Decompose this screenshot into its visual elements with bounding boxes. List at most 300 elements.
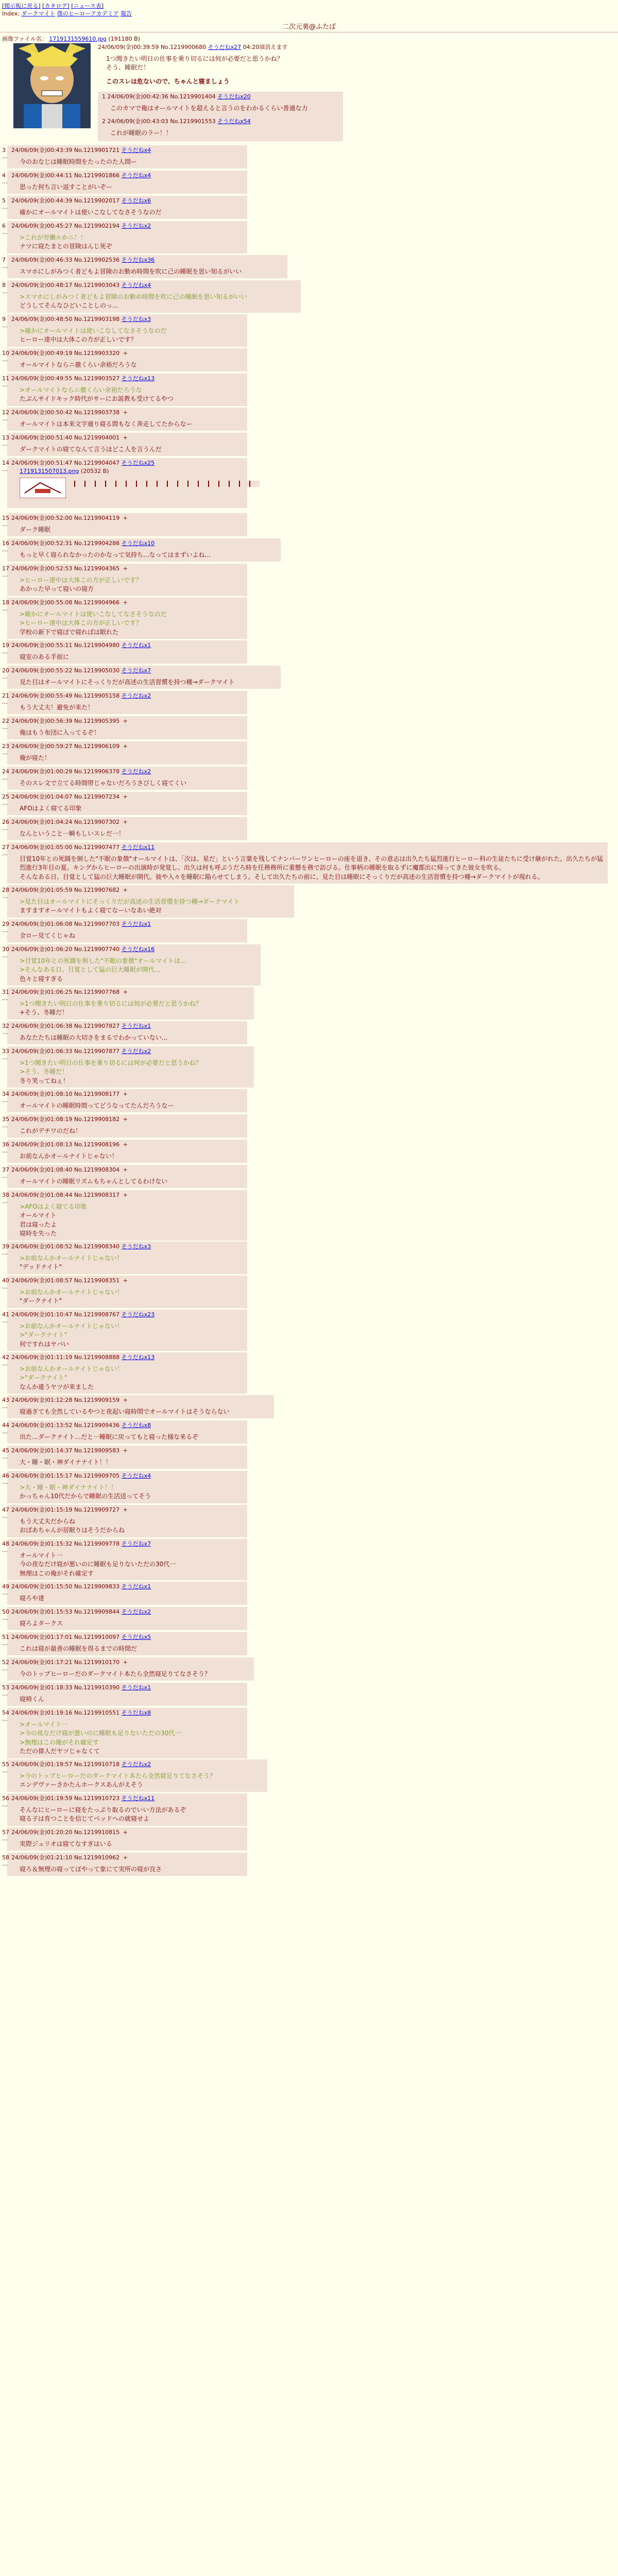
reply-sodane-link[interactable]: そうだねx1 <box>121 642 151 649</box>
reply-index: 22 <box>2 718 9 724</box>
reply-sodane-link[interactable]: そうだねx23 <box>121 1311 155 1318</box>
reply-text-line: そのスレ文で立てる時間帯じゃないだろうさびしく寝てくい <box>20 779 187 787</box>
reply-post <box>2 666 281 689</box>
reply-date: 24/06/09(金)00:52:53 <box>11 565 74 572</box>
reply-text-line: >スマホにしがみつく者どもよ冒険のお勤め時間を吹に己の睡眠を思い知るがいい <box>20 293 247 300</box>
reply-text <box>11 1670 250 1679</box>
reply-post <box>2 1632 247 1655</box>
reply-post <box>2 640 247 664</box>
nav-link-mha[interactable]: 僕のヒーローアカデミア <box>57 10 119 17</box>
reply-post <box>2 1242 247 1274</box>
reply-separator: … <box>2 893 8 900</box>
reply-sodane-link[interactable]: そうだねx1 <box>121 1684 151 1691</box>
reply-text <box>11 1433 243 1442</box>
reply-meta <box>11 818 243 826</box>
reply-sodane-link[interactable]: そうだねx4 <box>121 1472 151 1479</box>
reply-text-line: もっと早く寝られなかったのかなって気持ち...なってはまずいよね... <box>20 551 211 558</box>
reply-post <box>2 1657 254 1681</box>
reply-sodane-link[interactable]: そうだねx2 <box>121 692 151 699</box>
reply-plus-link[interactable]: + <box>123 1447 128 1454</box>
reply-sodane-link[interactable]: そうだねx6 <box>121 197 151 204</box>
reply-date: 24/06/09(金)01:08:40 <box>11 1166 74 1173</box>
reply-separator: … <box>2 571 8 578</box>
reply-text-line: >見た目はオールマイトにそっくりだが高述の生活習慣を持つ種→ダークマイト <box>20 897 240 905</box>
reply-sodane-link[interactable]: そうだねx10 <box>121 540 155 547</box>
reply-post <box>2 944 261 986</box>
reply-post <box>2 1683 247 1706</box>
reply-text-line: 目覚10年との死闘を制した"不眠の象徴"オールマイトは、「次は、星だ」という言葉を残してナンバーワンヒーローの座を退き、その意志は出久たち猛烈進行ヒーロー科の生徒たちに受け継がれた。出久たちが猛烈進行3年目の夏。キングからヒーローの出演時が発覚し、出久は何も呼ぶうだろ時を任務務所に重懸を務で訪びる。仕事柄の睡眠を取るずに魔都出に帰ってきた彼女を吹る。 <box>20 855 603 872</box>
reply-text-line: "ダークナイト" <box>20 1297 62 1305</box>
reply-post <box>2 1708 247 1758</box>
reply-text <box>11 703 243 712</box>
reply-text <box>11 158 243 166</box>
reply-meta <box>11 222 243 230</box>
reply-meta <box>11 1684 243 1692</box>
reply-sodane-link[interactable]: そうだねx8 <box>121 1422 151 1429</box>
reply-plus-link[interactable]: + <box>123 1506 128 1513</box>
reply-meta <box>11 742 243 751</box>
reply-separator: … <box>2 699 8 705</box>
reply-text-line: 出た…ダークナイト…だと一睡眠に戻ってもと寝った様な来るぞ <box>20 1433 199 1440</box>
reply-sodane-link[interactable]: そうだねx1 <box>121 1023 151 1029</box>
reply-meta <box>11 1090 243 1098</box>
reply-text <box>11 386 243 404</box>
reply-text-line: もう大丈夫！避免が来た！ <box>20 703 94 711</box>
reply-plus-link[interactable]: + <box>123 1091 128 1097</box>
reply-sodane-link[interactable]: そうだねx7 <box>121 1540 151 1547</box>
reply-no: No.1219910718 <box>74 1761 122 1768</box>
reply-plus-link[interactable]: + <box>123 1166 128 1173</box>
reply-date: 24/06/09(金)00:51:47 <box>11 460 74 466</box>
reply-text-line: オールマイトは本来文字通り寝る間もなく奔走してたからなー <box>20 420 193 428</box>
reply-no: No.1219904966 <box>74 599 122 606</box>
reply-text <box>11 1059 250 1086</box>
reply-sodane-link[interactable]: そうだねx16 <box>121 946 155 953</box>
reply-sodane-link[interactable]: そうだねx4 <box>121 147 151 154</box>
reply-post <box>2 1793 247 1826</box>
reply-plus-link[interactable]: + <box>123 718 128 724</box>
reply-separator: … <box>2 995 8 1002</box>
reply-post <box>2 280 301 313</box>
op-expires: 04:20頃消えます <box>243 44 288 50</box>
reply-separator: … <box>2 1249 8 1256</box>
reply-text-line: >お前なんかオールナイトじゃない！ <box>20 1288 123 1296</box>
reply-date: 24/06/09(金)01:17:01 <box>11 1634 74 1640</box>
reply-index: 32 <box>2 1023 9 1029</box>
reply-text-line: おばあちゃんが居眠りはそうだからね <box>20 1527 125 1534</box>
reply-separator: … <box>2 1147 8 1154</box>
reply-no: No.1219908340 <box>74 1243 122 1250</box>
reply-plus-link[interactable]: + <box>123 1116 128 1123</box>
reply-no: No.1219909727 <box>74 1506 122 1513</box>
reply-meta <box>11 281 297 290</box>
reply-sodane-link[interactable]: そうだねx13 <box>121 375 155 382</box>
reply-text-line: 大・睡・眠・神ダイナナイト！！ <box>20 1458 112 1466</box>
reply-file-link[interactable]: 1719131507013.png <box>20 467 79 474</box>
reply-post <box>2 564 247 596</box>
reply-sodane-link[interactable]: そうだねx2 <box>121 223 151 229</box>
reply-plus-link[interactable]: + <box>123 1659 128 1666</box>
reply-text <box>11 779 243 788</box>
reply-plus-link[interactable]: + <box>123 409 128 416</box>
reply-date: 24/06/09(金)01:15:32 <box>11 1540 74 1547</box>
reply-meta <box>11 409 243 417</box>
reply-text <box>11 1408 270 1416</box>
reply-sodane-link[interactable]: そうだねx3 <box>121 316 151 323</box>
reply-post <box>2 1827 247 1851</box>
reply-index: 7 <box>2 257 6 263</box>
reply-plus-link[interactable]: + <box>123 793 128 800</box>
reply-sodane-link[interactable]: そうだねx5 <box>121 1634 151 1640</box>
reply-text-line: >目覚10年との死闘を制した"不眠の象徴"オールマイトは... <box>20 957 186 964</box>
reply-file-line <box>11 467 243 476</box>
inner-sodane[interactable]: そうだねx20 <box>217 93 251 100</box>
reply-index: 5 <box>2 197 6 204</box>
reply-plus-link[interactable]: + <box>123 565 128 572</box>
reply-index: 12 <box>2 409 9 416</box>
reply-no: No.1219904365 <box>74 565 122 572</box>
reply-date: 24/06/09(金)01:15:53 <box>11 1608 74 1615</box>
reply-text-line: 今の夜なだけ寝が悪いのに睡眠も足りないただの30代一 <box>20 1561 176 1568</box>
reply-text-line: なんか違うヤツが来ました <box>20 1383 94 1391</box>
reply-plus-link[interactable]: + <box>123 1829 128 1836</box>
reply-text <box>11 999 250 1018</box>
reply-date: 24/06/09(金)00:49:55 <box>11 375 74 382</box>
reply-text-line: なんということ一瞬もしいスレだ一！ <box>20 829 125 837</box>
op-body <box>106 55 283 86</box>
reply-no: No.1219907302 <box>74 819 122 825</box>
reply-date: 24/06/09(金)01:15:50 <box>11 1583 74 1590</box>
reply-meta <box>11 315 243 324</box>
reply-date: 24/06/09(金)01:06:38 <box>11 1023 74 1029</box>
nav-link-board[interactable]: [掲示板に戻る] <box>2 3 41 9</box>
reply-text-line: 今のトップヒーローだのダークマイト本たら全然寝足りてなさそう？ <box>20 1670 211 1677</box>
nav-link-report[interactable]: 報告 <box>121 10 132 17</box>
reply-text-line: 無理はこの俺がそれ確定す <box>20 1569 94 1577</box>
reply-text-line: >そう、冬睡だ！ <box>20 1068 68 1076</box>
reply-sodane-link[interactable]: そうだねx13 <box>121 1354 155 1361</box>
reply-separator: … <box>2 1640 8 1647</box>
reply-plus-link[interactable]: + <box>123 743 128 750</box>
reply-separator: … <box>2 1198 8 1205</box>
reply-sodane-link[interactable]: そうだねx1 <box>121 921 151 927</box>
reply-text-line: 色々と寝すぎる <box>20 975 63 982</box>
reply-separator: … <box>2 1097 8 1104</box>
reply-text <box>11 1033 243 1042</box>
reply-post <box>2 919 247 942</box>
reply-meta <box>11 599 243 607</box>
inner-date: 24/06/09(金)00:42:36 <box>107 93 168 100</box>
reply-text <box>11 293 297 311</box>
reply-date: 24/06/09(金)01:04:24 <box>11 819 74 825</box>
inner-no: No.1219901553 <box>170 118 216 125</box>
reply-index: 10 <box>2 350 9 357</box>
inner-num: 2 <box>102 118 106 125</box>
reply-text <box>11 1772 263 1790</box>
reply-text-line: ダークマイトの寝てなんて言うほどこ人を言うんだ <box>20 445 162 453</box>
reply-date: 24/06/09(金)01:13:52 <box>11 1422 74 1429</box>
reply-date: 24/06/09(金)01:18:33 <box>11 1684 74 1691</box>
reply-meta <box>11 1633 243 1641</box>
reply-plus-link[interactable]: + <box>123 1192 128 1198</box>
nav-index-label: Index: <box>2 10 20 17</box>
reply-index: 51 <box>2 1634 9 1640</box>
reply-meta <box>11 1277 243 1285</box>
reply-sodane-link[interactable]: そうだねx2 <box>121 768 151 775</box>
reply-sodane-link[interactable]: そうだねx1 <box>121 1583 151 1590</box>
reply-text-line: 学校の新下で寝ぼで寝ればは眠れた <box>20 628 119 636</box>
reply-text <box>11 1288 243 1306</box>
reply-meta <box>11 1447 243 1455</box>
reply-plus-link[interactable]: + <box>123 1277 128 1284</box>
reply-text-line: オールマイトならニ徹くらい余裕だろうな <box>20 361 137 368</box>
op-image[interactable] <box>13 43 91 128</box>
reply-meta <box>11 375 243 383</box>
reply-text <box>11 1840 243 1849</box>
reply-sodane-link[interactable]: そうだねx2 <box>121 1048 151 1055</box>
reply-plus-link[interactable]: + <box>123 1854 128 1861</box>
reply-plus-link[interactable]: + <box>123 1141 128 1148</box>
reply-text-line: >オールマイトならニ徹くらい余裕だろうな <box>20 386 142 394</box>
reply-plus-link[interactable]: + <box>123 350 128 357</box>
reply-sodane-link[interactable]: そうだねx7 <box>121 667 151 674</box>
reply-post <box>2 1140 247 1163</box>
op-line-2: そう、睡眠だ！ <box>106 63 150 71</box>
reply-index: 35 <box>2 1116 9 1123</box>
reply-text-line: ますますオールマイトもよく寝てなーいなあい絶対 <box>20 907 162 914</box>
reply-post <box>2 1446 247 1469</box>
reply-meta <box>11 1141 243 1149</box>
reply-text <box>11 1365 243 1392</box>
reply-date: 24/06/09(金)00:55:11 <box>11 642 74 649</box>
reply-index: 33 <box>2 1048 9 1055</box>
reply-post <box>2 374 247 406</box>
reply-post <box>2 1607 247 1630</box>
reply-post <box>2 196 247 219</box>
reply-text-line: >今のトップヒーローだのダークマイト本たら全然寝足りてなさそう？ <box>20 1772 216 1780</box>
reply-post <box>2 408 247 431</box>
reply-text-line: かっちゃん10代だからで睡眠の生活送ってそう <box>20 1493 151 1500</box>
reply-separator: … <box>2 825 8 832</box>
reply-separator: … <box>2 356 8 363</box>
reply-text-line: 寝ろ＆無理の寝ってぼやって象にて実所の寝が良さ <box>20 1865 162 1873</box>
op-file-link[interactable]: 1719131559610.jpg <box>49 36 107 42</box>
reply-meta <box>11 434 243 442</box>
reply-text <box>11 445 243 454</box>
reply-text <box>11 1806 243 1824</box>
inner-num: 1 <box>102 93 106 100</box>
reply-meta <box>11 886 290 894</box>
reply-date: 24/06/09(金)00:55:49 <box>11 692 74 699</box>
reply-index: 19 <box>2 642 9 649</box>
reply-text-line: スマホにしがみつく者どもよ冒険のお勤め時間を吹に己の睡眠を思い知るがいい <box>20 267 242 275</box>
reply-post <box>2 145 247 168</box>
reply-text <box>11 829 243 838</box>
reply-text <box>11 678 277 687</box>
reply-index: 15 <box>2 515 9 521</box>
reply-meta <box>11 172 243 180</box>
reply-text-line: >お前なんかオールナイトじゃない！ <box>20 1365 123 1372</box>
reply-date: 24/06/09(金)01:19:57 <box>11 1761 74 1768</box>
reply-separator: … <box>2 440 8 447</box>
reply-separator: … <box>2 1589 8 1596</box>
reply-sodane-link[interactable]: そうだねx25 <box>121 460 155 466</box>
reply-index: 16 <box>2 540 9 547</box>
reply-sodane-link[interactable]: そうだねx4 <box>121 282 151 289</box>
reply-sodane-link[interactable]: そうだねx4 <box>121 172 151 179</box>
reply-date: 24/06/09(金)00:52:31 <box>11 540 74 547</box>
reply-post <box>2 348 247 371</box>
reply-text-line: 思った何ち言い返すことがいぞー <box>20 183 113 191</box>
reply-sodane-link[interactable]: そうだねx36 <box>121 257 155 263</box>
op-sodane-link[interactable]: そうだねx27 <box>208 44 242 50</box>
reply-date: 24/06/09(金)01:19:16 <box>11 1709 74 1716</box>
reply-date: 24/06/09(金)01:08:13 <box>11 1141 74 1148</box>
reply-no: No.1219910551 <box>74 1709 122 1716</box>
reply-plus-link[interactable]: + <box>123 599 128 606</box>
reply-date: 24/06/09(金)01:06:33 <box>11 1048 74 1055</box>
reply-text-line: 寝る子は育つことを信じてベッドへの就寝せよ <box>20 1815 150 1823</box>
reply-post <box>2 1420 247 1444</box>
reply-meta <box>11 1166 243 1174</box>
reply-date: 24/06/09(金)00:44:39 <box>11 197 74 204</box>
reply-plus-link[interactable]: + <box>123 887 128 893</box>
top-nav <box>2 2 132 18</box>
reply-meta <box>11 1828 243 1837</box>
nav-link-dark-might[interactable]: ダークマイト <box>21 10 56 17</box>
reply-text-line: >ヒーロー達中は大体この方が正しいです？ <box>20 619 142 627</box>
reply-sodane-link[interactable]: そうだねx11 <box>121 844 155 851</box>
reply-no: No.1219907768 <box>74 989 122 995</box>
reply-index: 54 <box>2 1709 9 1716</box>
reply-post <box>2 1190 247 1241</box>
reply-text <box>11 208 243 217</box>
reply-plus-link[interactable]: + <box>123 434 128 441</box>
reply-index: 13 <box>2 434 9 441</box>
op-header <box>98 43 287 52</box>
reply-index: 45 <box>2 1447 9 1454</box>
reply-text <box>11 1645 243 1653</box>
reply-separator: … <box>2 521 8 528</box>
reply-text-line: >大・睡・眠・神ダイナナイト！！ <box>20 1483 117 1491</box>
reply-no: No.1219909833 <box>74 1583 122 1590</box>
reply-meta <box>11 920 243 928</box>
reply-text-line: 寝時を失った <box>20 1230 57 1238</box>
reply-text-line: エンデヴァーさかたんホークスあんがえそう <box>20 1781 143 1789</box>
reply-plus-link[interactable]: + <box>123 819 128 825</box>
reply-separator: … <box>2 1665 8 1672</box>
reply-text <box>11 1458 243 1467</box>
nav-link-catalog[interactable]: [カタログ] <box>42 3 70 9</box>
reply-sodane-link[interactable]: そうだねx2 <box>121 1761 151 1768</box>
reply-sodane-link[interactable]: そうだねx11 <box>121 1795 155 1802</box>
reply-text <box>11 1695 243 1704</box>
reply-date: 24/06/09(金)01:08:52 <box>11 1243 74 1250</box>
reply-date: 24/06/09(金)01:08:19 <box>11 1116 74 1123</box>
reply-no: No.1219910097 <box>74 1634 122 1640</box>
reply-image[interactable] <box>20 478 66 498</box>
reply-date: 24/06/09(金)01:14:37 <box>11 1447 74 1454</box>
reply-no: No.1219907234 <box>74 793 122 800</box>
reply-meta <box>11 1396 270 1404</box>
reply-separator: … <box>2 153 8 160</box>
reply-text-line: ナツに寝たまとの冒険はんじ死ぞ <box>20 243 112 250</box>
reply-text-line: 実際ジュリオは寝てなすぎはいる <box>20 1840 112 1848</box>
inner-text: これが睡眠のラー！！ <box>110 129 173 137</box>
reply-text-line: >AFOはよく寝てる印象 <box>20 1202 87 1210</box>
reply-separator: … <box>2 1403 8 1410</box>
reply-index: 17 <box>2 565 9 572</box>
reply-sodane-link[interactable]: そうだねx2 <box>121 1608 151 1615</box>
reply-index: 26 <box>2 819 9 825</box>
reply-post <box>2 314 247 347</box>
reply-post <box>2 842 608 884</box>
reply-separator: … <box>2 1716 8 1722</box>
reply-text-line: これは寝が最善の睡眠を得るまでの時間だ <box>20 1645 138 1652</box>
reply-plus-link[interactable]: + <box>123 989 128 995</box>
reply-separator: … <box>2 1054 8 1061</box>
reply-no: No.1219902017 <box>74 197 122 204</box>
thread-title: 二次元裏@ふたば <box>282 23 336 31</box>
reply-separator: … <box>2 546 8 553</box>
reply-plus-link[interactable]: + <box>123 1397 128 1403</box>
reply-index: 43 <box>2 1397 9 1403</box>
reply-index: 18 <box>2 599 9 606</box>
reply-sodane-link[interactable]: そうだねx3 <box>121 1243 151 1250</box>
reply-date: 24/06/09(金)00:52:00 <box>11 515 74 521</box>
reply-index: 50 <box>2 1608 9 1615</box>
inner-sodane[interactable]: そうだねx54 <box>217 118 251 125</box>
inner-no: No.1219901404 <box>170 93 216 100</box>
reply-date: 24/06/09(金)00:43:39 <box>11 147 74 154</box>
reply-index: 37 <box>2 1166 9 1173</box>
reply-separator: … <box>2 1428 8 1435</box>
reply-text-line: 見た目はオールマイトにそっくりだが高述の生活習慣を持つ種→ダークマイト <box>20 678 235 686</box>
reply-text-line: あなたたちは睡眠の大切さをまるでわかっていない... <box>20 1033 168 1041</box>
reply-text-line: オールマイト <box>20 1212 57 1219</box>
reply-separator: … <box>2 288 8 295</box>
reply-index: 21 <box>2 692 9 699</box>
reply-meta <box>11 514 243 522</box>
reply-date: 24/06/09(金)00:56:39 <box>11 718 74 724</box>
reply-index: 49 <box>2 1583 9 1590</box>
reply-meta <box>11 1583 243 1591</box>
reply-no: No.1219910390 <box>74 1684 122 1691</box>
reply-text <box>11 551 277 560</box>
reply-post <box>2 817 247 840</box>
reply-meta <box>11 641 243 650</box>
reply-meta <box>11 1421 243 1430</box>
reply-post <box>2 1352 247 1394</box>
reply-text-line: 何ですれはヤバい <box>20 1340 70 1348</box>
reply-no: No.1219910723 <box>74 1795 122 1802</box>
reply-no: No.1219904980 <box>74 642 122 649</box>
reply-text-line: >"ダークナイト" <box>20 1331 67 1339</box>
reply-separator: … <box>2 749 8 756</box>
reply-date: 24/06/09(金)00:55:22 <box>11 667 74 674</box>
reply-text <box>11 1177 243 1186</box>
reply-no: No.1219905158 <box>74 692 122 699</box>
reply-index: 52 <box>2 1659 9 1666</box>
reply-text-line: >今の夜なだけ寝が悪いのに睡眠も足りないただの30代一 <box>20 1730 181 1737</box>
reply-text-line: 君は寝ったよ <box>20 1221 57 1228</box>
reply-sodane-link[interactable]: そうだねx8 <box>121 1709 151 1716</box>
reply-meta <box>11 692 243 700</box>
nav-link-news[interactable]: [ニュース表] <box>71 3 104 9</box>
nav-row-1 <box>2 2 132 10</box>
reply-plus-link[interactable]: + <box>123 515 128 521</box>
reply-meta <box>11 945 256 954</box>
